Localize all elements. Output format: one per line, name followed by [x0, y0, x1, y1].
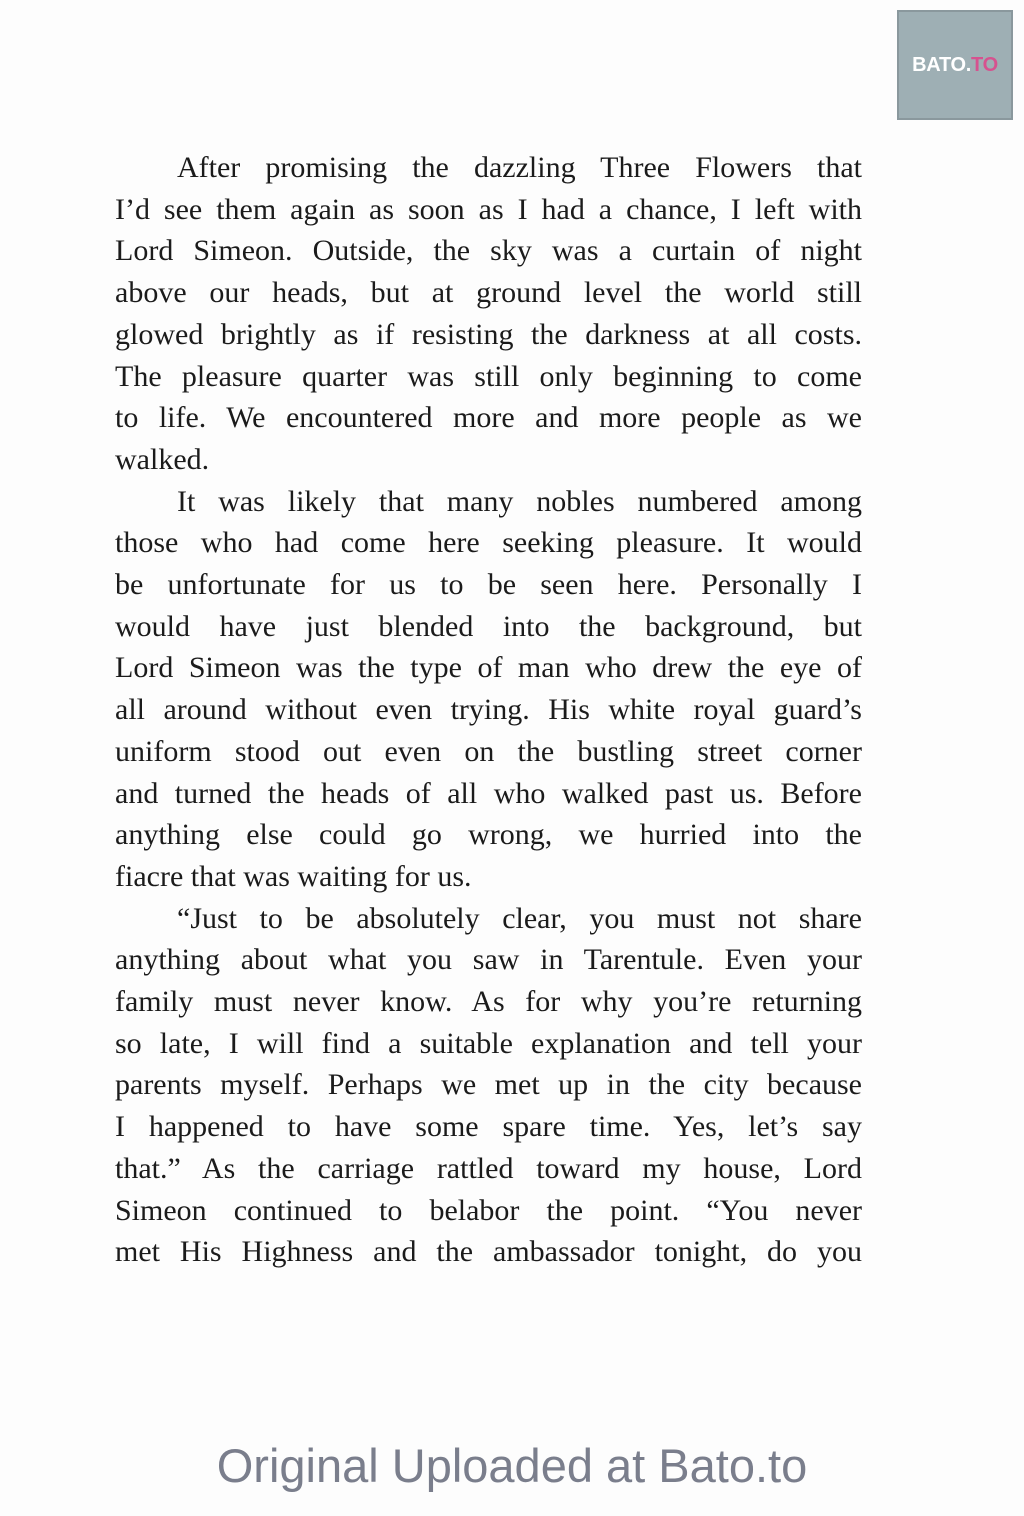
- text-line: Simeon continued to belabor the point. “You never: [115, 1193, 862, 1227]
- paragraph: [115, 898, 862, 1273]
- text-line: so late, I will find a suitable explanation and tell your: [115, 1026, 862, 1060]
- text-line: met His Highness and the ambassador tonight, do you: [115, 1235, 862, 1269]
- bato-logo-text-primary: BATO.: [912, 53, 972, 76]
- paragraph: [115, 147, 862, 481]
- text-line: Lord Simeon was the type of man who drew the eye of: [115, 651, 862, 685]
- paragraph: [115, 481, 862, 898]
- text-line: parents myself. Perhaps we met up in the city because: [115, 1068, 862, 1102]
- text-line: and turned the heads of all who walked past us. Before: [115, 776, 862, 810]
- bato-logo-text-accent: TO: [971, 53, 998, 76]
- bato-logo: [897, 10, 1013, 120]
- text-line: family must never know. As for why you’re returning: [115, 985, 862, 1019]
- text-line: It was likely that many nobles numbered among: [177, 484, 862, 518]
- text-line: above our heads, but at ground level the world still: [115, 276, 862, 310]
- text-line: I’d see them again as soon as I had a chance, I left with: [115, 192, 862, 226]
- text-line: Lord Simeon. Outside, the sky was a curtain of night: [115, 234, 862, 268]
- text-line: After promising the dazzling Three Flowers that: [177, 151, 862, 184]
- text-line: walked.: [115, 442, 210, 476]
- text-line: “Just to be absolutely clear, you must not share: [177, 901, 862, 935]
- text-line: to life. We encountered more and more people as we: [115, 401, 862, 435]
- text-line: those who had come here seeking pleasure. It would: [115, 526, 862, 560]
- text-line: anything else could go wrong, we hurried into the: [115, 818, 862, 852]
- text-line: be unfortunate for us to be seen here. Personally I: [115, 568, 862, 602]
- text-line: I happened to have some spare time. Yes, let’s say: [115, 1110, 862, 1144]
- text-line: The pleasure quarter was still only beginning to come: [115, 359, 862, 393]
- text-line: anything about what you saw in Tarentule. Even your: [115, 943, 862, 977]
- text-line: glowed brightly as if resisting the darkness at all costs.: [115, 317, 862, 351]
- text-line: that.” As the carriage rattled toward my house, Lord: [115, 1151, 862, 1185]
- text-line: uniform stood out even on the bustling street corner: [115, 734, 862, 768]
- text-line: fiacre that was waiting for us.: [115, 859, 472, 893]
- page-text: [115, 147, 862, 1273]
- text-line: all around without even trying. His white royal guard’s: [115, 693, 862, 727]
- text-line: would have just blended into the background, but: [115, 609, 862, 643]
- watermark-text: Original Uploaded at Bato.to: [216, 1439, 808, 1492]
